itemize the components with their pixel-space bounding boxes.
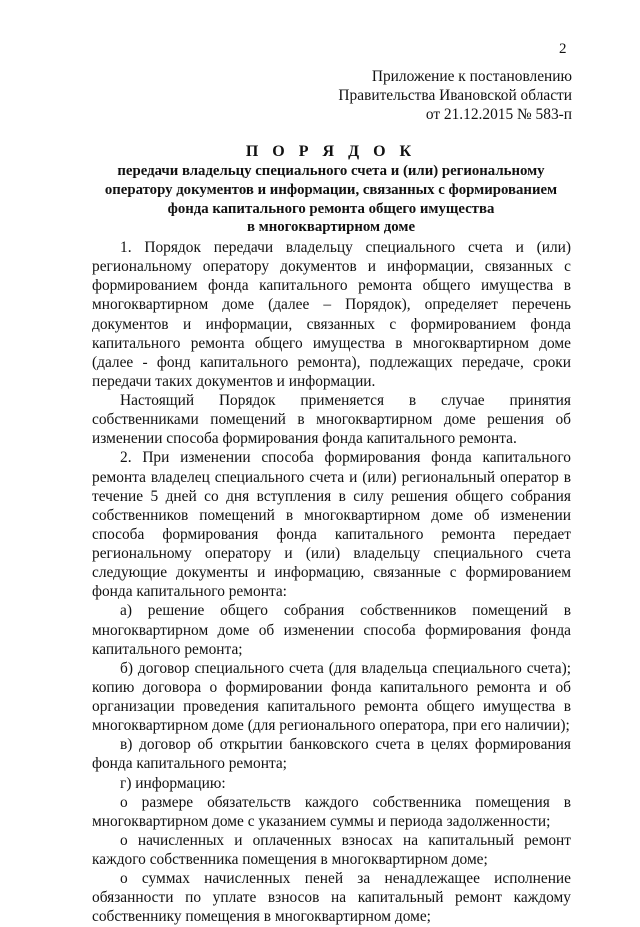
info-item-penalties: о суммах начисленных пеней за ненадлежащее исполнение обязанности по уплате взносов на капитальный ремонт каждому собственнику помещения в многоквартирном доме;: [92, 870, 571, 926]
subtitle-line: передачи владельцу специального счета и (или) региональному: [117, 163, 545, 179]
document-title: П О Р Я Д О К: [245, 143, 417, 160]
appendix-header: [338, 67, 572, 124]
list-item-b: б) договор специального счета (для владельца специального счета); копию договора о формировании фонда капитального ремонта и об организации проведения капитального ремонта общего имущества в многоквартирном доме (для регионального оператора, при его наличии);: [92, 659, 571, 735]
subtitle-line: фонда капитального ремонта общего имущества: [167, 200, 495, 217]
paragraph-scope: Настоящий Порядок применяется в случае принятия собственниками помещений в многоквартирном доме решения об изменении способа формирования фонда капитального ремонта.: [92, 392, 571, 448]
paragraph-1: 1. Порядок передачи владельцу специального счета и (или) региональному оператору документов и информации, связанных с формированием фонда капитального ремонта общего имущества в многоквартирном доме (далее – Порядок), определяет перечень документов и информации, связанных с формированием фонда капитального ремонта общего имущества в многоквартирном доме (далее - фонд капитального ремонта), подлежащих передаче, сроки передачи таких документов и информации.: [92, 239, 571, 390]
list-item-a: а) решение общего собрания собственников помещений в многоквартирном доме об изменении способа формирования фонда капитального ремонта;: [92, 602, 571, 658]
page-number: 2: [559, 41, 567, 57]
appendix-line: Правительства Ивановской области: [338, 87, 572, 104]
info-item-obligations: о размере обязательств каждого собственника помещения в многоквартирном доме с указанием суммы и периода задолженности;: [92, 793, 571, 830]
list-item-g: г) информацию:: [120, 774, 226, 792]
appendix-line: от 21.12.2015 № 583-п: [425, 106, 572, 123]
list-item-v: в) договор об открытии банковского счета в целях формирования фонда капитального ремонта;: [92, 736, 571, 773]
appendix-line: Приложение к постановлению: [371, 68, 572, 85]
info-item-contributions: о начисленных и оплаченных взносах на капитальный ремонт каждого собственника помещения в многоквартирном доме;: [92, 831, 571, 868]
paragraph-2: 2. При изменении способа формирования фонда капитального ремонта владелец специального счета и (или) региональный оператор в течение 5 дней со дня вступления в силу решения общего собрания собственников помещений в многоквартирном доме об изменении способа формирования фонда капитального ремонта передает региональному оператору и (или) владельцу специального счета следующие документы и информацию, связанные с формированием фонда капитального ремонта:: [92, 449, 571, 601]
document-body: [92, 238, 571, 927]
subtitle-line: в многоквартирном доме: [246, 219, 416, 236]
document-subtitle: [92, 162, 570, 237]
subtitle-line: оператору документов и информации, связанных с формированием: [104, 181, 558, 198]
